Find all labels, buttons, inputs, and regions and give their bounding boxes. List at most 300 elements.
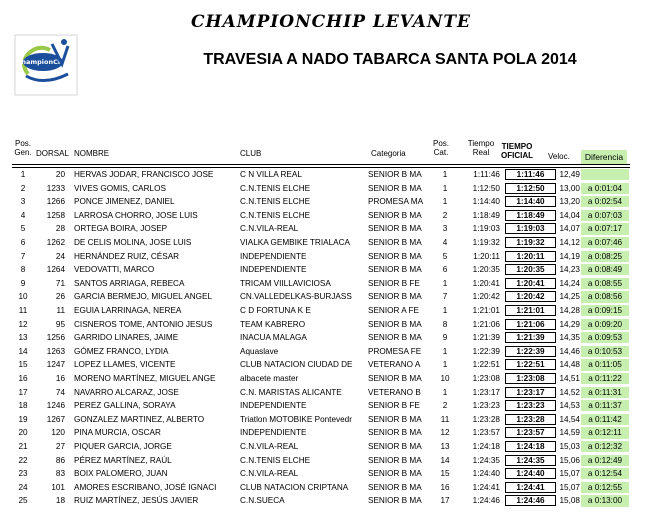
cell-name: CISNEROS TOME, ANTONIO JESUS bbox=[74, 319, 213, 329]
cell-speed: 14,24 bbox=[559, 278, 580, 288]
cell-time-official: 1:18:49 bbox=[505, 210, 556, 221]
cell-speed: 14,29 bbox=[559, 319, 580, 329]
cell-club: C.N. MARISTAS ALICANTE bbox=[240, 387, 342, 397]
cell-difference: a 0:08:25 bbox=[581, 251, 629, 262]
cell-dorsal: 83 bbox=[55, 469, 65, 479]
header-pos-gen-line2: Gen. bbox=[14, 148, 32, 157]
cell-dorsal: 95 bbox=[55, 319, 65, 329]
cell-time-official: 1:23:57 bbox=[505, 427, 556, 438]
table-row bbox=[12, 400, 630, 411]
header-tiempo-real bbox=[466, 139, 496, 157]
cell-time-real: 1:23:17 bbox=[472, 387, 500, 397]
cell-name: GARCIA BERMEJO, MIGUEL ANGEL bbox=[74, 292, 213, 302]
cell-speed: 14,12 bbox=[559, 238, 580, 247]
cell-category-position: 1 bbox=[442, 346, 448, 356]
cell-time-official: 1:19:03 bbox=[505, 223, 556, 234]
cell-time-official: 1:24:40 bbox=[505, 468, 556, 479]
cell-dorsal: 101 bbox=[51, 482, 65, 492]
cell-time-official: 1:14:40 bbox=[505, 196, 556, 207]
cell-club: C.N.SUECA bbox=[240, 496, 285, 506]
cell-position: 23 bbox=[18, 469, 28, 479]
cell-dorsal: 1264 bbox=[46, 265, 65, 275]
cell-category: SENIOR B MA bbox=[368, 238, 422, 247]
cell-category-position: 13 bbox=[440, 442, 450, 451]
cell-club: TRICAM VIILLAVICIOSA bbox=[240, 278, 331, 288]
cell-time-real: 1:23:23 bbox=[472, 401, 500, 411]
cell-name: PÉREZ MARTÍNEZ, RAÚL bbox=[74, 455, 172, 465]
table-row bbox=[12, 278, 630, 289]
cell-category: SENIOR B MA bbox=[368, 265, 422, 275]
cell-time-real: 1:20:11 bbox=[473, 251, 500, 261]
table-row bbox=[12, 183, 630, 194]
cell-position: 22 bbox=[18, 455, 28, 465]
cell-difference: a 0:08:56 bbox=[581, 291, 629, 302]
table-row bbox=[12, 251, 630, 262]
cell-speed: 14,59 bbox=[559, 428, 580, 438]
cell-position: 25 bbox=[18, 496, 28, 506]
table-row bbox=[12, 264, 630, 275]
logo-graphic bbox=[14, 34, 78, 96]
cell-category-position: 1 bbox=[442, 183, 448, 193]
cell-name: DE CELIS MOLINA, JOSE LUIS bbox=[74, 238, 192, 247]
cell-time-official: 1:23:23 bbox=[505, 400, 556, 411]
cell-speed: 15,07 bbox=[559, 482, 580, 492]
cell-club: C.N.TENIS ELCHE bbox=[240, 210, 311, 220]
cell-time-real: 1:20:41 bbox=[472, 278, 500, 288]
cell-category: SENIOR B MA bbox=[368, 210, 422, 220]
table-row bbox=[12, 169, 630, 180]
cell-category-position: 11 bbox=[440, 414, 450, 424]
cell-speed: 12,49 bbox=[559, 170, 580, 179]
cell-name: VEDOVATTI, MARCO bbox=[74, 265, 155, 275]
cell-time-official: 1:24:41 bbox=[505, 482, 556, 493]
cell-category-position: 1 bbox=[442, 170, 448, 179]
cell-speed: 13,00 bbox=[559, 183, 580, 193]
cell-time-real: 1:11:46 bbox=[473, 170, 500, 179]
cell-name: MORENO MARTÍNEZ, MIGUEL ANGE bbox=[74, 374, 216, 383]
cell-name: EGUIA LARRINAGA, NEREA bbox=[74, 306, 182, 315]
cell-dorsal: 120 bbox=[51, 428, 65, 438]
cell-name: PINA MURCIA, OSCAR bbox=[74, 428, 161, 438]
cell-name: PONCE JIMENEZ, DANIEL bbox=[74, 197, 175, 207]
championchip-logo bbox=[14, 34, 78, 96]
cell-time-official: 1:20:41 bbox=[505, 278, 556, 289]
cell-time-official: 1:23:28 bbox=[505, 414, 556, 425]
table-row bbox=[12, 346, 630, 357]
cell-time-official: 1:24:18 bbox=[505, 441, 556, 452]
cell-time-official: 1:21:39 bbox=[505, 332, 556, 343]
cell-club: INDEPENDIENTE bbox=[240, 265, 307, 275]
table-row bbox=[12, 291, 630, 302]
cell-category: SENIOR B MA bbox=[368, 374, 422, 383]
cell-category: PROMESA MA bbox=[368, 197, 424, 207]
cell-position: 10 bbox=[18, 292, 28, 302]
cell-name: LARROSA CHORRO, JOSE LUIS bbox=[74, 210, 198, 220]
cell-dorsal: 28 bbox=[55, 224, 65, 234]
cell-category: SENIOR B MA bbox=[368, 170, 422, 179]
cell-club: TEAM KABRERO bbox=[240, 319, 306, 329]
table-row bbox=[12, 359, 630, 370]
cell-category: SENIOR B MA bbox=[368, 469, 422, 479]
cell-dorsal: 1267 bbox=[46, 414, 65, 424]
cell-difference: a 0:12:32 bbox=[581, 441, 629, 452]
cell-dorsal: 74 bbox=[55, 387, 65, 397]
table-row bbox=[12, 482, 630, 493]
cell-time-real: 1:23:28 bbox=[472, 414, 500, 424]
cell-category: SENIOR B FE bbox=[368, 278, 420, 288]
cell-difference: a 0:07:03 bbox=[581, 210, 629, 221]
cell-speed: 14,19 bbox=[559, 251, 580, 261]
cell-category-position: 15 bbox=[440, 469, 450, 479]
table-row bbox=[12, 237, 630, 248]
cell-dorsal: 18 bbox=[55, 496, 65, 506]
cell-category: SENIOR B MA bbox=[368, 292, 422, 302]
cell-name: LOPEZ LLAMES, VICENTE bbox=[74, 360, 176, 370]
cell-difference: a 0:11:05 bbox=[581, 359, 629, 370]
cell-position: 18 bbox=[18, 401, 28, 411]
cell-dorsal: 1266 bbox=[46, 197, 65, 207]
cell-dorsal: 1263 bbox=[46, 346, 65, 356]
cell-speed: 15,07 bbox=[559, 469, 580, 479]
table-row bbox=[12, 319, 630, 330]
cell-category-position: 14 bbox=[440, 455, 450, 465]
cell-speed: 13,20 bbox=[559, 197, 580, 207]
cell-position: 5 bbox=[20, 224, 26, 234]
cell-club: INDEPENDIENTE bbox=[240, 401, 307, 411]
cell-difference: a 0:13:00 bbox=[581, 495, 629, 506]
cell-time-official: 1:23:08 bbox=[505, 373, 556, 384]
cell-speed: 14,04 bbox=[559, 210, 580, 220]
cell-time-real: 1:24:18 bbox=[472, 442, 500, 451]
cell-speed: 14,23 bbox=[559, 265, 580, 275]
cell-position: 19 bbox=[18, 414, 28, 424]
cell-difference: a 0:11:37 bbox=[581, 400, 629, 411]
cell-speed: 14,48 bbox=[559, 360, 580, 370]
cell-speed: 14,51 bbox=[559, 374, 580, 383]
cell-time-official: 1:22:51 bbox=[505, 359, 556, 370]
cell-difference: a 0:10:53 bbox=[581, 346, 629, 357]
cell-name: ORTEGA BOIRA, JOSEP bbox=[74, 224, 168, 234]
cell-time-real: 1:24:35 bbox=[472, 455, 500, 465]
cell-time-real: 1:23:57 bbox=[472, 428, 500, 438]
cell-time-real: 1:19:32 bbox=[472, 238, 500, 247]
cell-difference: a 0:11:31 bbox=[581, 387, 629, 398]
header-club: CLUB bbox=[240, 149, 262, 158]
cell-category-position: 1 bbox=[442, 360, 448, 370]
table-row bbox=[12, 196, 630, 207]
cell-name: HERVAS JODAR, FRANCISCO JOSE bbox=[74, 170, 214, 179]
cell-speed: 15,06 bbox=[559, 455, 580, 465]
cell-name: GARRIDO LINARES, JAIME bbox=[74, 333, 179, 343]
cell-name: GONZALEZ MARTINEZ, ALBERTO bbox=[74, 414, 205, 424]
cell-club: C.N.TENIS ELCHE bbox=[240, 183, 311, 193]
cell-difference: a 0:09:53 bbox=[581, 332, 629, 343]
cell-dorsal: 16 bbox=[55, 374, 65, 383]
cell-time-official: 1:19:32 bbox=[505, 237, 556, 248]
cell-category-position: 17 bbox=[440, 496, 450, 506]
cell-time-official: 1:11:46 bbox=[505, 169, 556, 180]
cell-time-real: 1:21:01 bbox=[472, 306, 500, 315]
cell-dorsal: 26 bbox=[55, 292, 65, 302]
cell-category: SENIOR B MA bbox=[368, 183, 422, 193]
event-title: CHAMPIONCHIP LEVANTE bbox=[190, 12, 472, 32]
table-row bbox=[12, 495, 630, 506]
cell-position: 21 bbox=[18, 442, 28, 451]
cell-time-real: 1:20:35 bbox=[472, 265, 500, 275]
cell-time-real: 1:22:39 bbox=[472, 346, 500, 356]
cell-category-position: 7 bbox=[442, 292, 448, 302]
cell-category-position: 6 bbox=[442, 265, 448, 275]
cell-dorsal: 27 bbox=[55, 442, 65, 451]
header-tiempo-oficial-line1: TIEMPO bbox=[501, 142, 533, 151]
cell-speed: 14,35 bbox=[559, 333, 580, 343]
cell-name: HERNÁNDEZ RUIZ, CÉSAR bbox=[74, 251, 180, 261]
cell-time-real: 1:12:50 bbox=[472, 183, 500, 193]
cell-club: C D FORTUNA K E bbox=[240, 306, 311, 315]
cell-category-position: 5 bbox=[442, 251, 448, 261]
cell-dorsal: 24 bbox=[55, 251, 65, 261]
table-row bbox=[12, 414, 630, 425]
header-veloc: Veloc. bbox=[548, 152, 570, 161]
cell-club: C.N.VILA-REAL bbox=[240, 469, 299, 479]
cell-time-real: 1:18:49 bbox=[472, 210, 500, 220]
cell-category: SENIOR B MA bbox=[368, 414, 422, 424]
cell-difference: a 0:09:20 bbox=[581, 319, 629, 330]
table-row bbox=[12, 441, 630, 452]
cell-position: 9 bbox=[20, 278, 26, 288]
cell-category: SENIOR B MA bbox=[368, 224, 422, 234]
cell-category: SENIOR B MA bbox=[368, 251, 422, 261]
cell-club: INDEPENDIENTE bbox=[240, 428, 307, 438]
cell-difference: a 0:12:54 bbox=[581, 468, 629, 479]
cell-time-real: 1:20:42 bbox=[472, 292, 500, 302]
cell-time-real: 1:24:40 bbox=[472, 469, 500, 479]
cell-category-position: 1 bbox=[442, 197, 448, 207]
cell-club: C.N.TENIS ELCHE bbox=[240, 197, 311, 207]
header-tiempo-oficial-line2: OFICIAL bbox=[501, 151, 533, 160]
cell-time-official: 1:22:39 bbox=[505, 346, 556, 357]
cell-club: C.N.VILA-REAL bbox=[240, 224, 299, 234]
cell-time-real: 1:24:41 bbox=[472, 482, 500, 492]
header-tiempo-real-line2: Real bbox=[472, 148, 490, 157]
cell-time-real: 1:19:03 bbox=[472, 224, 500, 234]
cell-position: 24 bbox=[18, 482, 28, 492]
cell-position: 1 bbox=[20, 170, 26, 179]
cell-difference bbox=[581, 169, 629, 180]
cell-time-official: 1:21:01 bbox=[505, 305, 556, 316]
cell-time-real: 1:23:08 bbox=[472, 374, 500, 383]
cell-category-position: 3 bbox=[442, 224, 448, 234]
cell-difference: a 0:08:55 bbox=[581, 278, 629, 289]
cell-club: CLUB NATACION CIUDAD DE bbox=[240, 360, 353, 370]
cell-category: SENIOR B MA bbox=[368, 482, 422, 492]
cell-category-position: 2 bbox=[442, 210, 448, 220]
cell-difference: a 0:11:42 bbox=[581, 414, 629, 425]
cell-category: SENIOR A FE bbox=[368, 306, 419, 315]
cell-dorsal: 1246 bbox=[46, 401, 65, 411]
cell-time-real: 1:24:46 bbox=[472, 496, 500, 506]
cell-difference: a 0:09:15 bbox=[581, 305, 629, 316]
cell-speed: 14,07 bbox=[559, 224, 580, 234]
cell-speed: 15,08 bbox=[559, 496, 580, 506]
cell-category-position: 1 bbox=[442, 278, 448, 288]
cell-speed: 14,46 bbox=[559, 346, 580, 356]
cell-time-official: 1:23:17 bbox=[505, 387, 556, 398]
header-nombre: NOMBRE bbox=[74, 149, 110, 158]
cell-difference: a 0:12:55 bbox=[581, 482, 629, 493]
cell-category-position: 2 bbox=[442, 401, 448, 411]
table-row bbox=[12, 387, 630, 398]
header-categoria: Categoria bbox=[371, 149, 406, 158]
header-dorsal: DORSAL bbox=[36, 149, 69, 158]
cell-club: Aquaslave bbox=[240, 346, 279, 356]
cell-position: 7 bbox=[20, 251, 26, 261]
cell-category: SENIOR B MA bbox=[368, 455, 422, 465]
cell-time-official: 1:20:42 bbox=[505, 291, 556, 302]
cell-position: 20 bbox=[18, 428, 28, 438]
cell-category: SENIOR B MA bbox=[368, 442, 422, 451]
cell-time-real: 1:14:40 bbox=[472, 197, 500, 207]
cell-name: PIQUER GARCIA, JORGE bbox=[74, 442, 172, 451]
cell-dorsal: 1256 bbox=[46, 333, 65, 343]
cell-position: 6 bbox=[20, 238, 26, 247]
cell-dorsal: 1258 bbox=[46, 210, 65, 220]
cell-position: 15 bbox=[18, 360, 28, 370]
cell-club: C.N.TENIS ELCHE bbox=[240, 455, 311, 465]
cell-position: 2 bbox=[20, 183, 26, 193]
cell-club: Triatlon MOTOBIKE Pontevedr bbox=[240, 414, 352, 424]
cell-name: PEREZ GALLINA, SORAYA bbox=[74, 401, 176, 411]
cell-time-real: 1:21:06 bbox=[472, 319, 500, 329]
cell-time-real: 1:22:51 bbox=[472, 360, 500, 370]
cell-category-position: 4 bbox=[442, 238, 448, 247]
cell-category: SENIOR B FE bbox=[368, 401, 420, 411]
cell-category-position: 10 bbox=[440, 374, 450, 383]
cell-name: RUIZ MARTÍNEZ, JESÚS JAVIER bbox=[74, 496, 199, 506]
cell-category-position: 16 bbox=[440, 482, 450, 492]
table-row bbox=[12, 223, 630, 234]
cell-dorsal: 1262 bbox=[46, 238, 65, 247]
cell-dorsal: 1247 bbox=[46, 360, 65, 370]
cell-category-position: 1 bbox=[442, 387, 448, 397]
cell-position: 8 bbox=[20, 265, 26, 275]
cell-name: BOIX PALOMERO, JUAN bbox=[74, 469, 168, 479]
header-tiempo-real-line1: Tiempo bbox=[467, 139, 495, 148]
header-pos-gen bbox=[12, 139, 34, 157]
cell-time-real: 1:21:39 bbox=[472, 333, 500, 343]
cell-club: C N VILLA REAL bbox=[240, 170, 302, 179]
cell-speed: 14,28 bbox=[559, 306, 580, 315]
cell-difference: a 0:08:49 bbox=[581, 264, 629, 275]
cell-speed: 14,52 bbox=[559, 387, 580, 397]
cell-club: VIALKA GEMBIKE TRIALACA bbox=[240, 238, 350, 247]
cell-category: PROMESA FE bbox=[368, 346, 422, 356]
cell-name: NAVARRO ALCARAZ, JOSE bbox=[74, 387, 179, 397]
cell-difference: a 0:12:11 bbox=[581, 427, 629, 438]
table-row bbox=[12, 210, 630, 221]
cell-time-official: 1:21:06 bbox=[505, 319, 556, 330]
race-title: TRAVESIA A NADO TABARCA SANTA POLA 2014 bbox=[203, 51, 577, 68]
cell-category: VETERANO A bbox=[368, 360, 421, 370]
cell-category-position: 9 bbox=[442, 333, 448, 343]
header-pos-cat-line2: Cat. bbox=[433, 148, 449, 157]
cell-club: CN.VALLEDELKAS-BURJASS bbox=[240, 292, 352, 302]
cell-category: VETERANO B bbox=[368, 387, 421, 397]
cell-dorsal: 20 bbox=[55, 170, 65, 179]
cell-position: 4 bbox=[20, 210, 26, 220]
header-pos-gen-line1: Pos. bbox=[14, 139, 31, 148]
cell-club: CLUB NATACION CRIPTANA bbox=[240, 482, 349, 492]
cell-club: C.N.VILA-REAL bbox=[240, 442, 299, 451]
cell-dorsal: 1233 bbox=[46, 183, 65, 193]
cell-dorsal: 11 bbox=[56, 306, 65, 315]
cell-time-official: 1:20:35 bbox=[505, 264, 556, 275]
cell-position: 16 bbox=[18, 374, 28, 383]
cell-speed: 15,03 bbox=[559, 442, 580, 451]
table-row bbox=[12, 332, 630, 343]
cell-difference: a 0:01:04 bbox=[581, 183, 629, 194]
cell-position: 12 bbox=[18, 319, 28, 329]
cell-position: 13 bbox=[18, 333, 28, 343]
header-rule bbox=[12, 164, 630, 165]
cell-difference: a 0:07:17 bbox=[581, 223, 629, 234]
cell-category: SENIOR B MA bbox=[368, 333, 422, 343]
cell-position: 17 bbox=[18, 387, 28, 397]
cell-position: 14 bbox=[18, 346, 28, 356]
cell-club: INACUA MALAGA bbox=[240, 333, 307, 343]
table-row bbox=[12, 468, 630, 479]
cell-time-official: 1:12:50 bbox=[505, 183, 556, 194]
cell-category-position: 8 bbox=[442, 319, 448, 329]
svg-text:ChampionChip: ChampionChip bbox=[16, 58, 70, 66]
cell-dorsal: 86 bbox=[55, 455, 65, 465]
table-row bbox=[12, 455, 630, 466]
cell-name: AMORES ESCRIBANO, JOSÉ IGNACI bbox=[74, 482, 217, 492]
cell-difference: a 0:02:54 bbox=[581, 196, 629, 207]
header-rule-secondary bbox=[12, 167, 630, 168]
cell-category: SENIOR B MA bbox=[368, 319, 422, 329]
cell-club: INDEPENDIENTE bbox=[240, 251, 307, 261]
cell-speed: 14,54 bbox=[559, 414, 580, 424]
cell-club: albacete master bbox=[240, 374, 299, 383]
cell-category: SENIOR B MA bbox=[368, 428, 422, 438]
cell-name: SANTOS ARRIAGA, REBECA bbox=[74, 278, 185, 288]
cell-category: SENIOR B MA bbox=[368, 496, 422, 506]
cell-time-official: 1:20:11 bbox=[505, 251, 556, 262]
cell-speed: 14,53 bbox=[559, 401, 580, 411]
cell-position: 3 bbox=[20, 197, 26, 207]
cell-category-position: 1 bbox=[442, 306, 448, 315]
header-pos-cat bbox=[432, 139, 450, 157]
table-row bbox=[12, 373, 630, 384]
cell-dorsal: 71 bbox=[55, 278, 65, 288]
cell-difference: a 0:11:22 bbox=[581, 373, 629, 384]
cell-time-official: 1:24:46 bbox=[505, 495, 556, 506]
cell-speed: 14,25 bbox=[559, 292, 580, 302]
cell-difference: a 0:12:49 bbox=[581, 455, 629, 466]
table-row bbox=[12, 427, 630, 438]
cell-difference: a 0:07:46 bbox=[581, 237, 629, 248]
table-row bbox=[12, 305, 630, 316]
header-tiempo-oficial bbox=[497, 142, 537, 160]
cell-name: VIVES GOMIS, CARLOS bbox=[74, 183, 166, 193]
cell-time-official: 1:24:35 bbox=[505, 455, 556, 466]
cell-position: 11 bbox=[18, 306, 28, 315]
cell-name: GÓMEZ FRANCO, LYDIA bbox=[74, 346, 169, 356]
cell-category-position: 12 bbox=[440, 428, 450, 438]
header-pos-cat-line1: Pos. bbox=[432, 139, 449, 148]
header-diferencia: Diferencia bbox=[581, 150, 627, 164]
